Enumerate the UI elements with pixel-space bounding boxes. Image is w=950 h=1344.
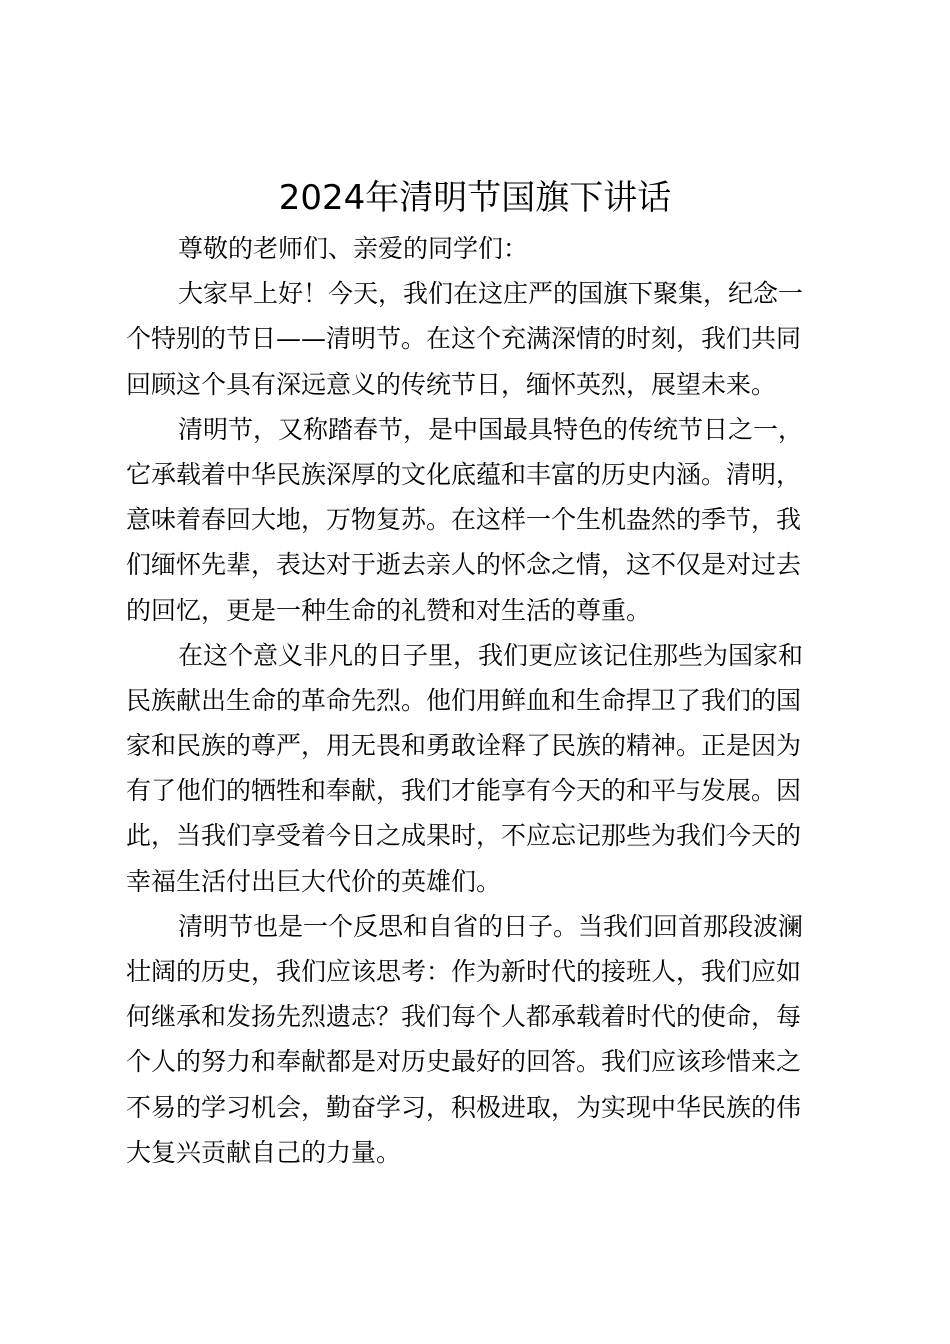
text-line: 何继承和发扬先烈遗志？我们每个人都承载着时代的使命，每: [126, 1002, 802, 1032]
text-line: 不易的学习机会，勤奋学习，积极进取，为实现中华民族的伟: [126, 1092, 802, 1122]
text-line: 回顾这个具有深远意义的传统节日，缅怀英烈，展望未来。: [126, 369, 777, 399]
document-body: [126, 226, 834, 1175]
text-line: 有了他们的牺牲和奉献，我们才能享有今天的和平与发展。因: [126, 776, 802, 806]
text-line: 家和民族的尊严，用无畏和勇敢诠释了民族的精神。正是因为: [126, 731, 802, 761]
text-line: 的回忆，更是一种生命的礼赞和对生活的尊重。: [126, 595, 652, 625]
text-line: 个人的努力和奉献都是对历史最好的回答。我们应该珍惜来之: [126, 1047, 802, 1077]
text-line: 此，当我们享受着今日之成果时，不应忘记那些为我们今天的: [126, 821, 802, 851]
text-line: 幸福生活付出巨大代价的英雄们。: [126, 866, 502, 896]
text-line: 壮阔的历史，我们应该思考：作为新时代的接班人，我们应如: [126, 957, 802, 986]
text-line: 们缅怀先辈，表达对于逝去亲人的怀念之情，这不仅是对过去: [126, 550, 802, 580]
text-line: 大复兴贡献自己的力量。: [126, 1137, 402, 1167]
text-line: 尊敬的老师们、亲爱的同学们：: [178, 234, 529, 263]
text-line: 清明节，又称踏春节，是中国最具特色的传统节日之一，: [178, 414, 804, 444]
text-line: 意味着春回大地，万物复苏。在这样一个生机盎然的季节，我: [126, 505, 802, 535]
text-line: 民族献出生命的革命先烈。他们用鲜血和生命捍卫了我们的国: [126, 685, 802, 715]
document-title: 2024年清明节国旗下讲话: [278, 178, 672, 218]
text-line: 它承载着中华民族深厚的文化底蕴和丰富的历史内涵。清明，: [126, 459, 802, 489]
text-line: 在这个意义非凡的日子里，我们更应该记住那些为国家和: [178, 640, 804, 670]
text-line: 清明节也是一个反思和自省的日子。当我们回首那段波澜: [178, 911, 804, 941]
text-line: 大家早上好！今天，我们在这庄严的国旗下聚集，纪念一: [178, 279, 804, 309]
text-line: 个特别的节日——清明节。在这个充满深情的时刻，我们共同: [126, 324, 802, 354]
